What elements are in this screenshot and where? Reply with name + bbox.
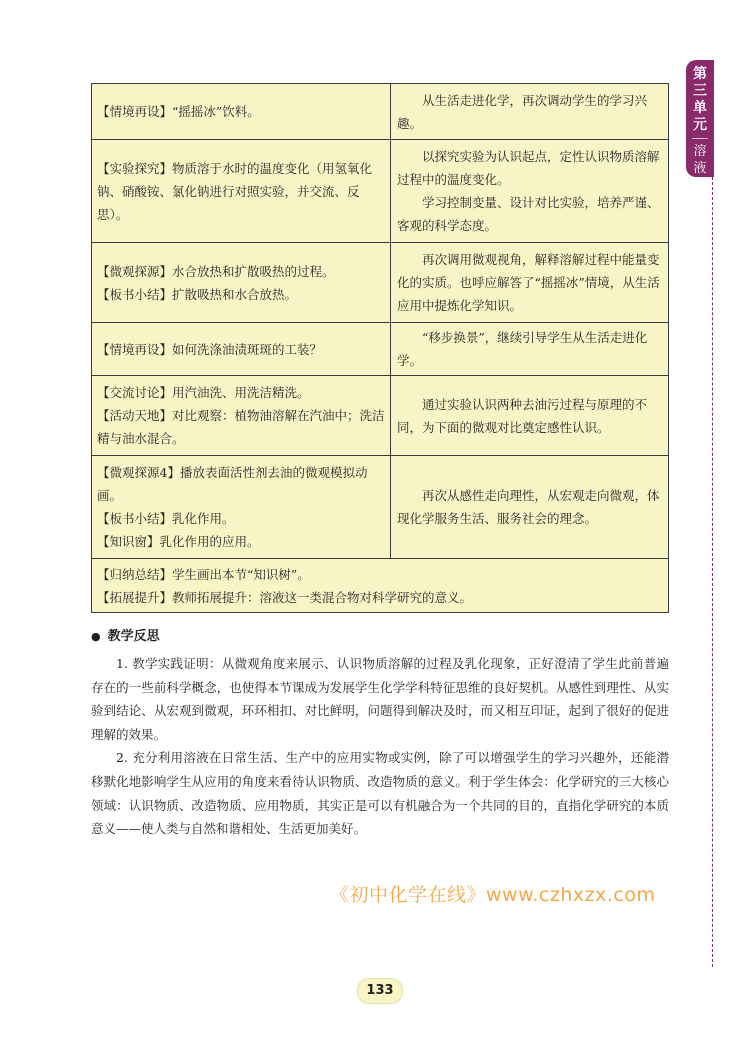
activity-line: 【板书小结】扩散吸热和水合放热。 [97,286,298,302]
table-row [92,323,669,376]
reflection-paragraph: 1. 教学实践证明：从微观角度来展示、认识物质溶解的过程及乳化现象，正好澄清了学生此前普遍存在的一些前科学概念，也使得本节课成为发展学生化学学科特征思维的良好契机。从感性到理性、从实验到结论、从宏观到微观，环环相扣、对比鲜明，问题得到解决及时，而又相互印证，起到了很好的促进理解的效果。 [91,656,669,742]
intent-line: 学习控制变量、设计对比实验，培养严谨、客观的科学态度。 [397,195,660,233]
intent-line: 再次从感性走向理性，从宏观走向微观，体现化学服务生活、服务社会的理念。 [397,488,660,526]
activity-line: 【实验探究】物质溶于水时的温度变化（用氢氧化钠、硝酸铵、氯化钠进行对照实验，并交流、反思）。 [97,160,373,222]
lesson-plan-table-wrap [91,83,669,613]
intent-cell [391,84,669,140]
intent-cell [391,456,669,559]
activity-line: 【微观探源】水合放热和扩散吸热的过程。 [97,263,335,279]
activity-line: 【活动天地】对比观察：植物油溶解在汽油中；洗洁精与油水混合。 [97,408,385,446]
reflection-heading [91,625,160,644]
lesson-plan-table [91,83,669,613]
intent-cell [391,376,669,456]
activity-line: 【情境再设】如何洗涤油渍斑斑的工装？ [97,341,323,357]
bullet-dot-icon: ● [91,630,101,643]
summary-line: 【归纳总结】学生画出本节“知识树”。 [97,566,310,582]
intent-line: 再次调用微观视角，解释溶解过程中能量变化的实质。也呼应解答了“摇摇冰”情境，从生活应用中提炼化学知识。 [397,252,660,313]
intent-cell [391,140,669,243]
activity-cell [92,323,391,376]
table-row [92,376,669,456]
activity-cell [92,140,391,243]
reflection-title: 教学反思 [107,629,160,644]
activity-cell [92,243,391,323]
table-row [92,84,669,140]
intent-cell [391,243,669,323]
activity-line: 【微观探源4】播放表面活性剂去油的微观模拟动画。 [97,465,368,503]
intent-line: 从生活走进化学，再次调动学生的学习兴趣。 [397,92,648,131]
activity-cell [92,84,391,140]
activity-line: 【知识窗】乳化作用的应用。 [97,534,260,549]
table-row [92,243,669,323]
summary-line: 【拓展提升】教师拓展提升：溶液这一类混合物对科学研究的意义。 [97,589,473,605]
intent-line: 通过实验认识两种去油污过程与原理的不同，为下面的微观对比奠定感性认识。 [397,396,648,435]
summary-cell [92,559,669,613]
intent-line: 以探究实验为认识起点，定性认识物质溶解过程中的温度变化。 [397,149,660,187]
activity-line: 【板书小结】乳化作用。 [97,511,235,526]
activity-cell [92,376,391,456]
unit-topic: 溶液 [693,144,707,176]
reflection-body [91,652,669,841]
website-watermark: 《初中化学在线》www.czhxzx.com [330,884,656,906]
intent-cell [391,323,669,376]
unit-label: 第三单元 [693,66,707,133]
table-row [92,559,669,613]
intent-line: “移步换景”，继续引导学生从生活走进化学。 [397,330,648,368]
page-number: 133 [357,978,403,1004]
activity-cell [92,456,391,559]
side-tab-separator [692,138,708,139]
activity-line: 【情境再设】“摇摇冰”饮料。 [97,104,260,119]
table-row [92,140,669,243]
activity-line: 【交流讨论】用汽油洗、用洗洁精洗。 [97,385,310,400]
unit-side-tab [686,60,714,177]
reflection-paragraph: 2. 充分利用溶液在日常生活、生产中的应用实物或实例，除了可以增强学生的学习兴趣外，还能潜移默化地影响学生从应用的角度来看待认识物质、改造物质的意义。利于学生体会：化学研究的三大核心领域：认识物质、改造物质、应用物质，其实正是可以有机融合为一个共同的目的，直指化学研究的本质意义——使人类与自然和谐相处、生活更加美好。 [91,750,669,837]
table-row [92,456,669,559]
side-dashed-line [712,177,713,967]
